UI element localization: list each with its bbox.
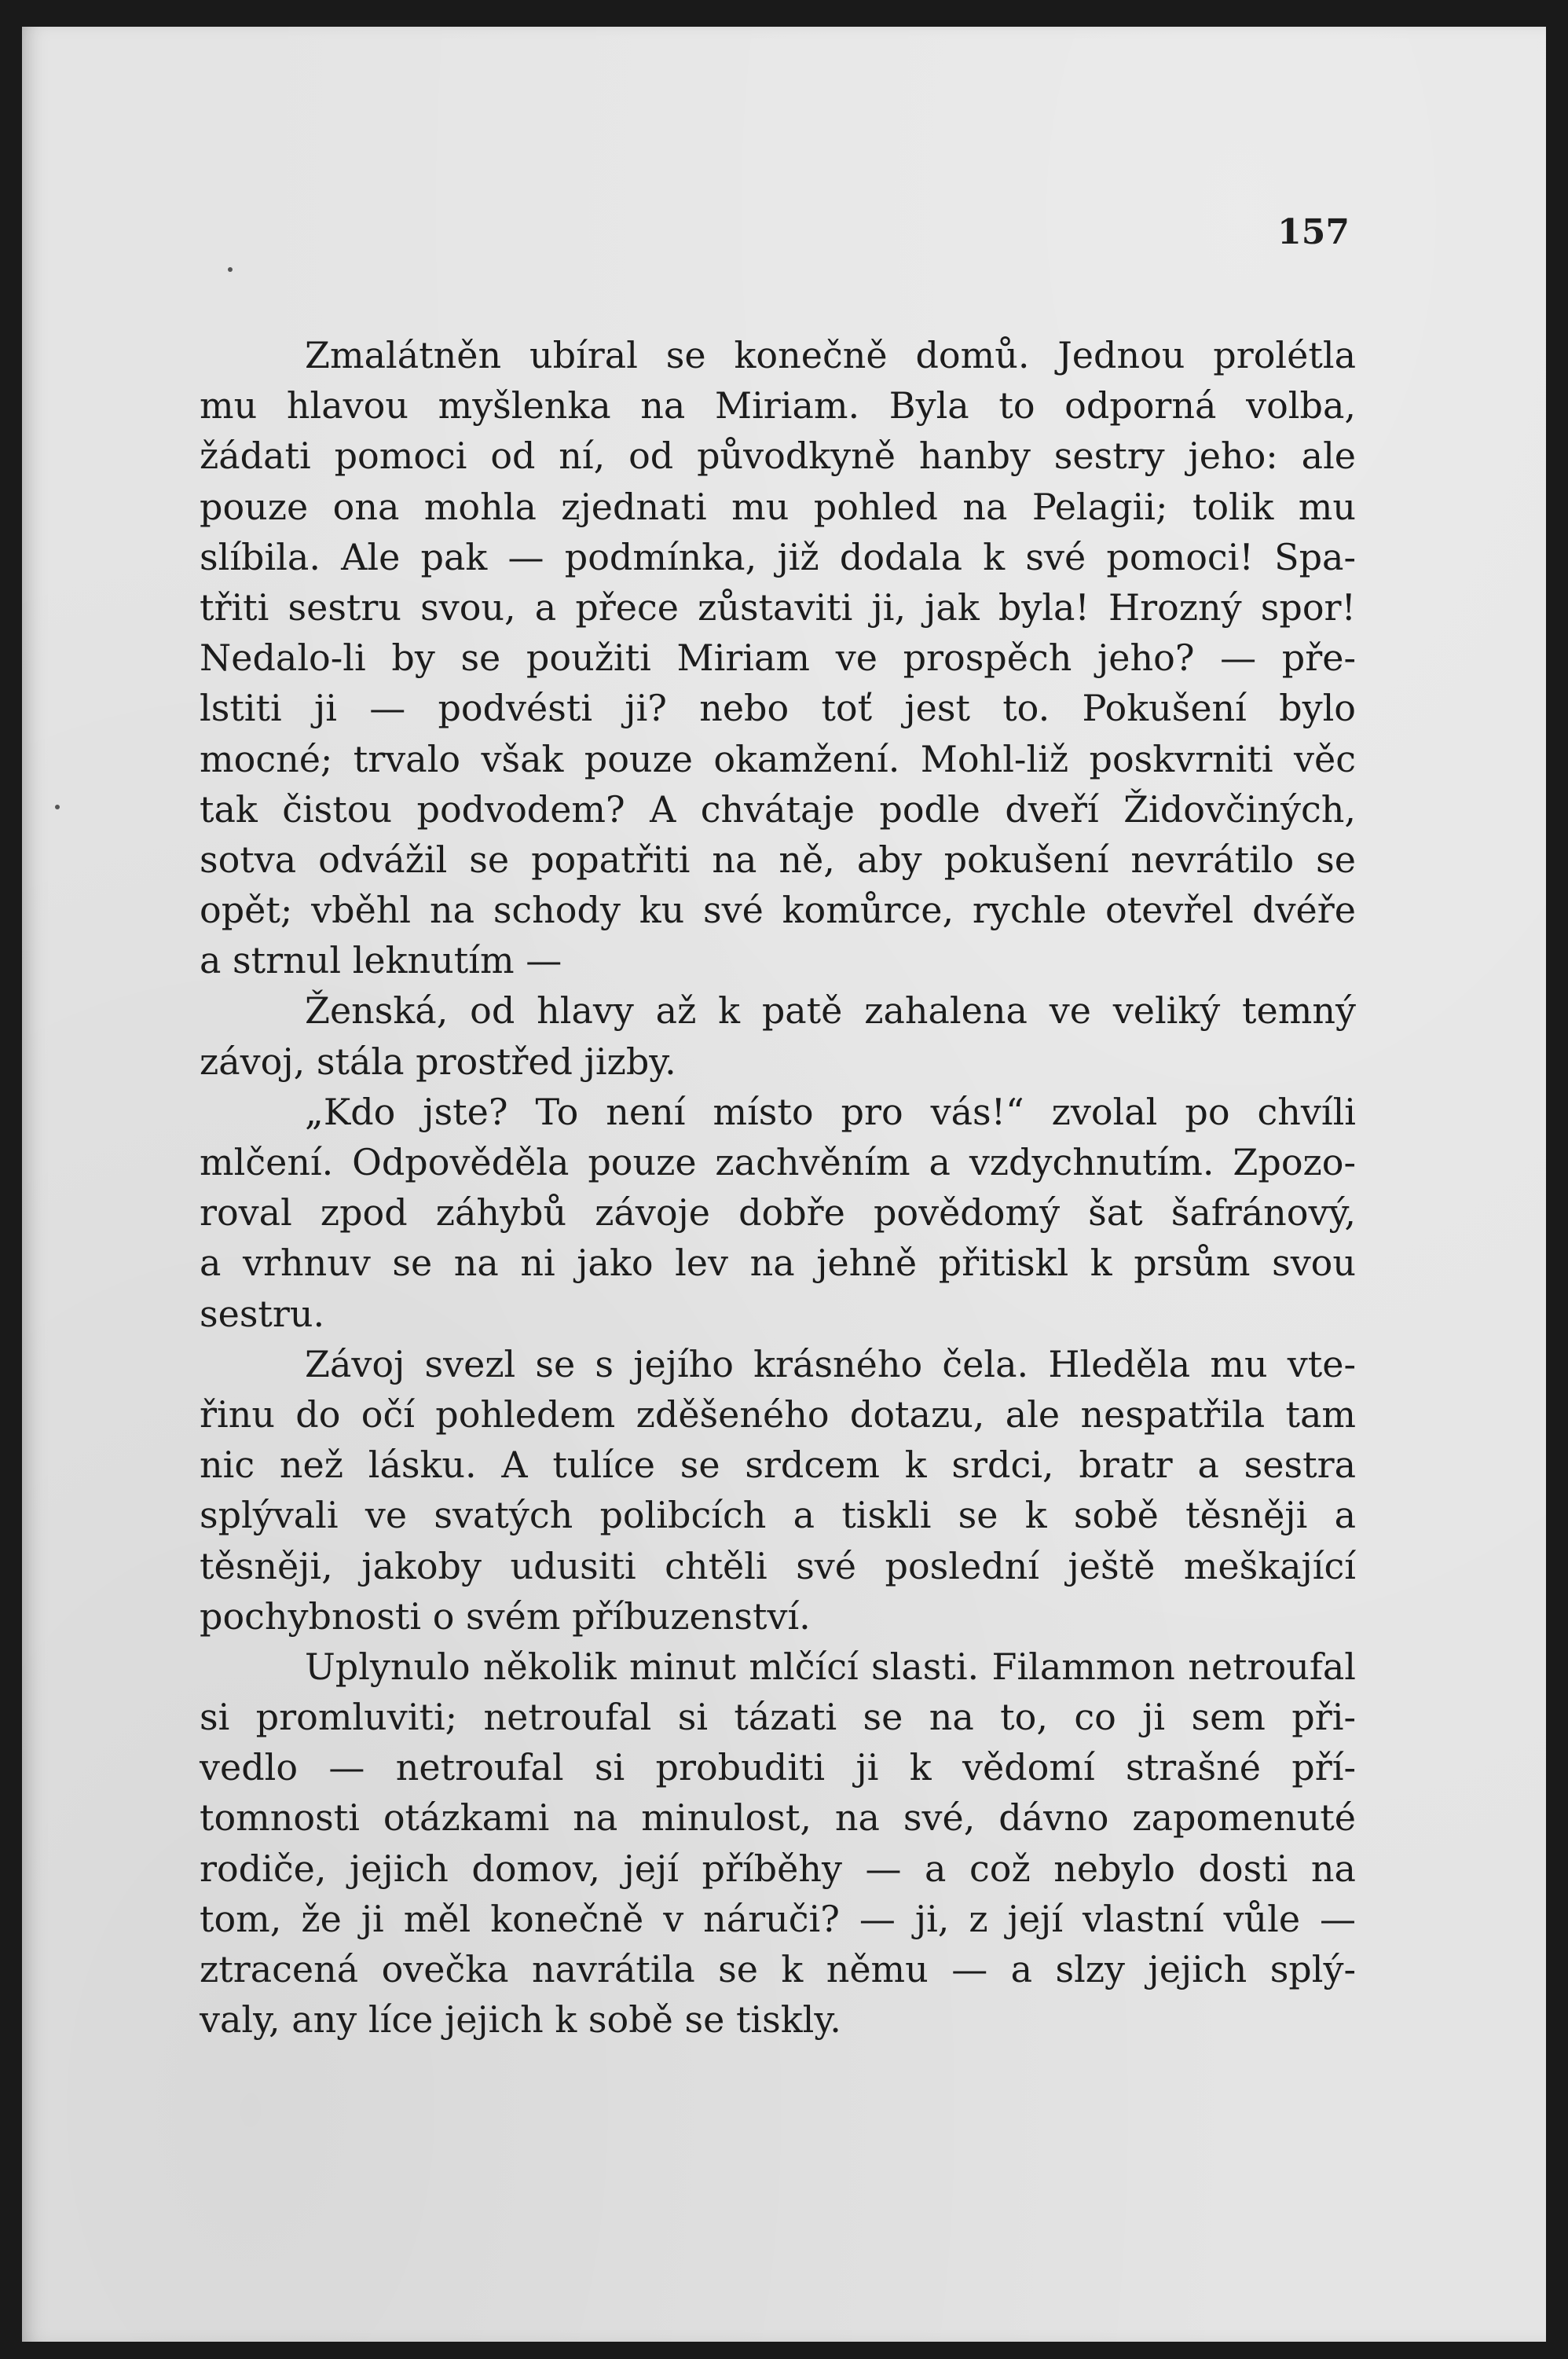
text-line: pochybnosti o svém příbuzenství. — [200, 1594, 811, 1638]
text-line: Ženská, od hlavy až k patě zahalena ve veliký temný — [305, 989, 1356, 1033]
text-line: a strnul leknutím — — [200, 939, 562, 982]
text-line: opět; vběhl na schody ku své komůrce, rychle otevřel dvéře — [200, 889, 1356, 932]
text-line: lstiti ji — podvésti ji? nebo toť jest to. Pokušení bylo — [200, 687, 1356, 730]
body-text — [200, 330, 1356, 2045]
text-line: vedlo — netroufal si probuditi ji k vědomí strašné pří- — [200, 1746, 1356, 1789]
page-number: 157 — [1277, 212, 1350, 252]
speck-mark — [55, 805, 60, 809]
text-line: sotva odvážil se popatřiti na ně, aby pokušení nevrátilo se — [200, 838, 1356, 881]
text-line: Uplynulo několik minut mlčící slasti. Filammon netroufal — [305, 1645, 1356, 1688]
text-line: pouze ona mohla zjednati mu pohled na Pelagii; tolik mu — [200, 485, 1356, 528]
text-line: Závoj svezl se s jejího krásného čela. Hleděla mu vte- — [305, 1342, 1356, 1385]
text-line: a vrhnuv se na ni jako lev na jehně přitiskl k prsům svou — [200, 1242, 1356, 1285]
text-line: tomnosti otázkami na minulost, na své, dávno zapomenuté — [200, 1796, 1356, 1840]
text-line: slíbila. Ale pak — podmínka, již dodala k své pomoci! Spa- — [200, 535, 1356, 578]
text-line: třiti sestru svou, a přece zůstaviti ji, jak byla! Hrozný spor! — [200, 585, 1356, 629]
text-line: žádati pomoci od ní, od původkyně hanby sestry jeho: ale — [200, 435, 1356, 478]
book-page — [22, 27, 1546, 2342]
text-line: řinu do očí pohledem zděšeného dotazu, ale nespatřila tam — [200, 1392, 1356, 1436]
text-line: roval zpod záhybů závoje dobře povědomý šat šafránový, — [200, 1191, 1356, 1235]
text-line: závoj, stála prostřed jizby. — [200, 1040, 676, 1083]
text-line: rodiče, jejich domov, její příběhy — a což nebylo dosti na — [200, 1847, 1356, 1890]
text-line: ztracená ovečka navrátila se k němu — a slzy jejich splý- — [200, 1948, 1356, 1990]
text-line: Zmalátněn ubíral se konečně domů. Jednou prolétla — [305, 334, 1356, 376]
text-line: mocné; trvalo však pouze okamžení. Mohl-liž poskvrniti věc — [200, 737, 1356, 780]
text-line: Nedalo-li by se použiti Miriam ve prospěch jeho? — pře- — [200, 637, 1356, 680]
text-line: mu hlavou myšlenka na Miriam. Byla to odporná volba, — [200, 384, 1356, 427]
text-line: sestru. — [200, 1292, 325, 1335]
text-line: mlčení. Odpověděla pouze zachvěním a vzdychnutím. Zpozo- — [200, 1141, 1356, 1183]
text-line: nic než lásku. A tulíce se srdcem k srdci, bratr a sestra — [200, 1444, 1356, 1487]
speck-mark — [228, 267, 233, 272]
text-line: tak čistou podvodem? A chvátaje podle dveří Židovčiných, — [200, 787, 1356, 831]
text-line: valy, any líce jejich k sobě se tiskly. — [200, 1998, 841, 2042]
text-line: si promluviti; netroufal si tázati se na to, co ji sem při- — [200, 1696, 1356, 1739]
text-line: těsněji, jakoby udusiti chtěli své poslední ještě meškající — [200, 1544, 1356, 1587]
text-line: tom, že ji měl konečně v náruči? — ji, z její vlastní vůle — — [200, 1897, 1356, 1940]
text-line: „Kdo jste? To není místo pro vás!“ zvolal po chvíli — [305, 1090, 1356, 1133]
text-line: splývali ve svatých polibcích a tiskli se k sobě těsněji a — [200, 1494, 1356, 1537]
